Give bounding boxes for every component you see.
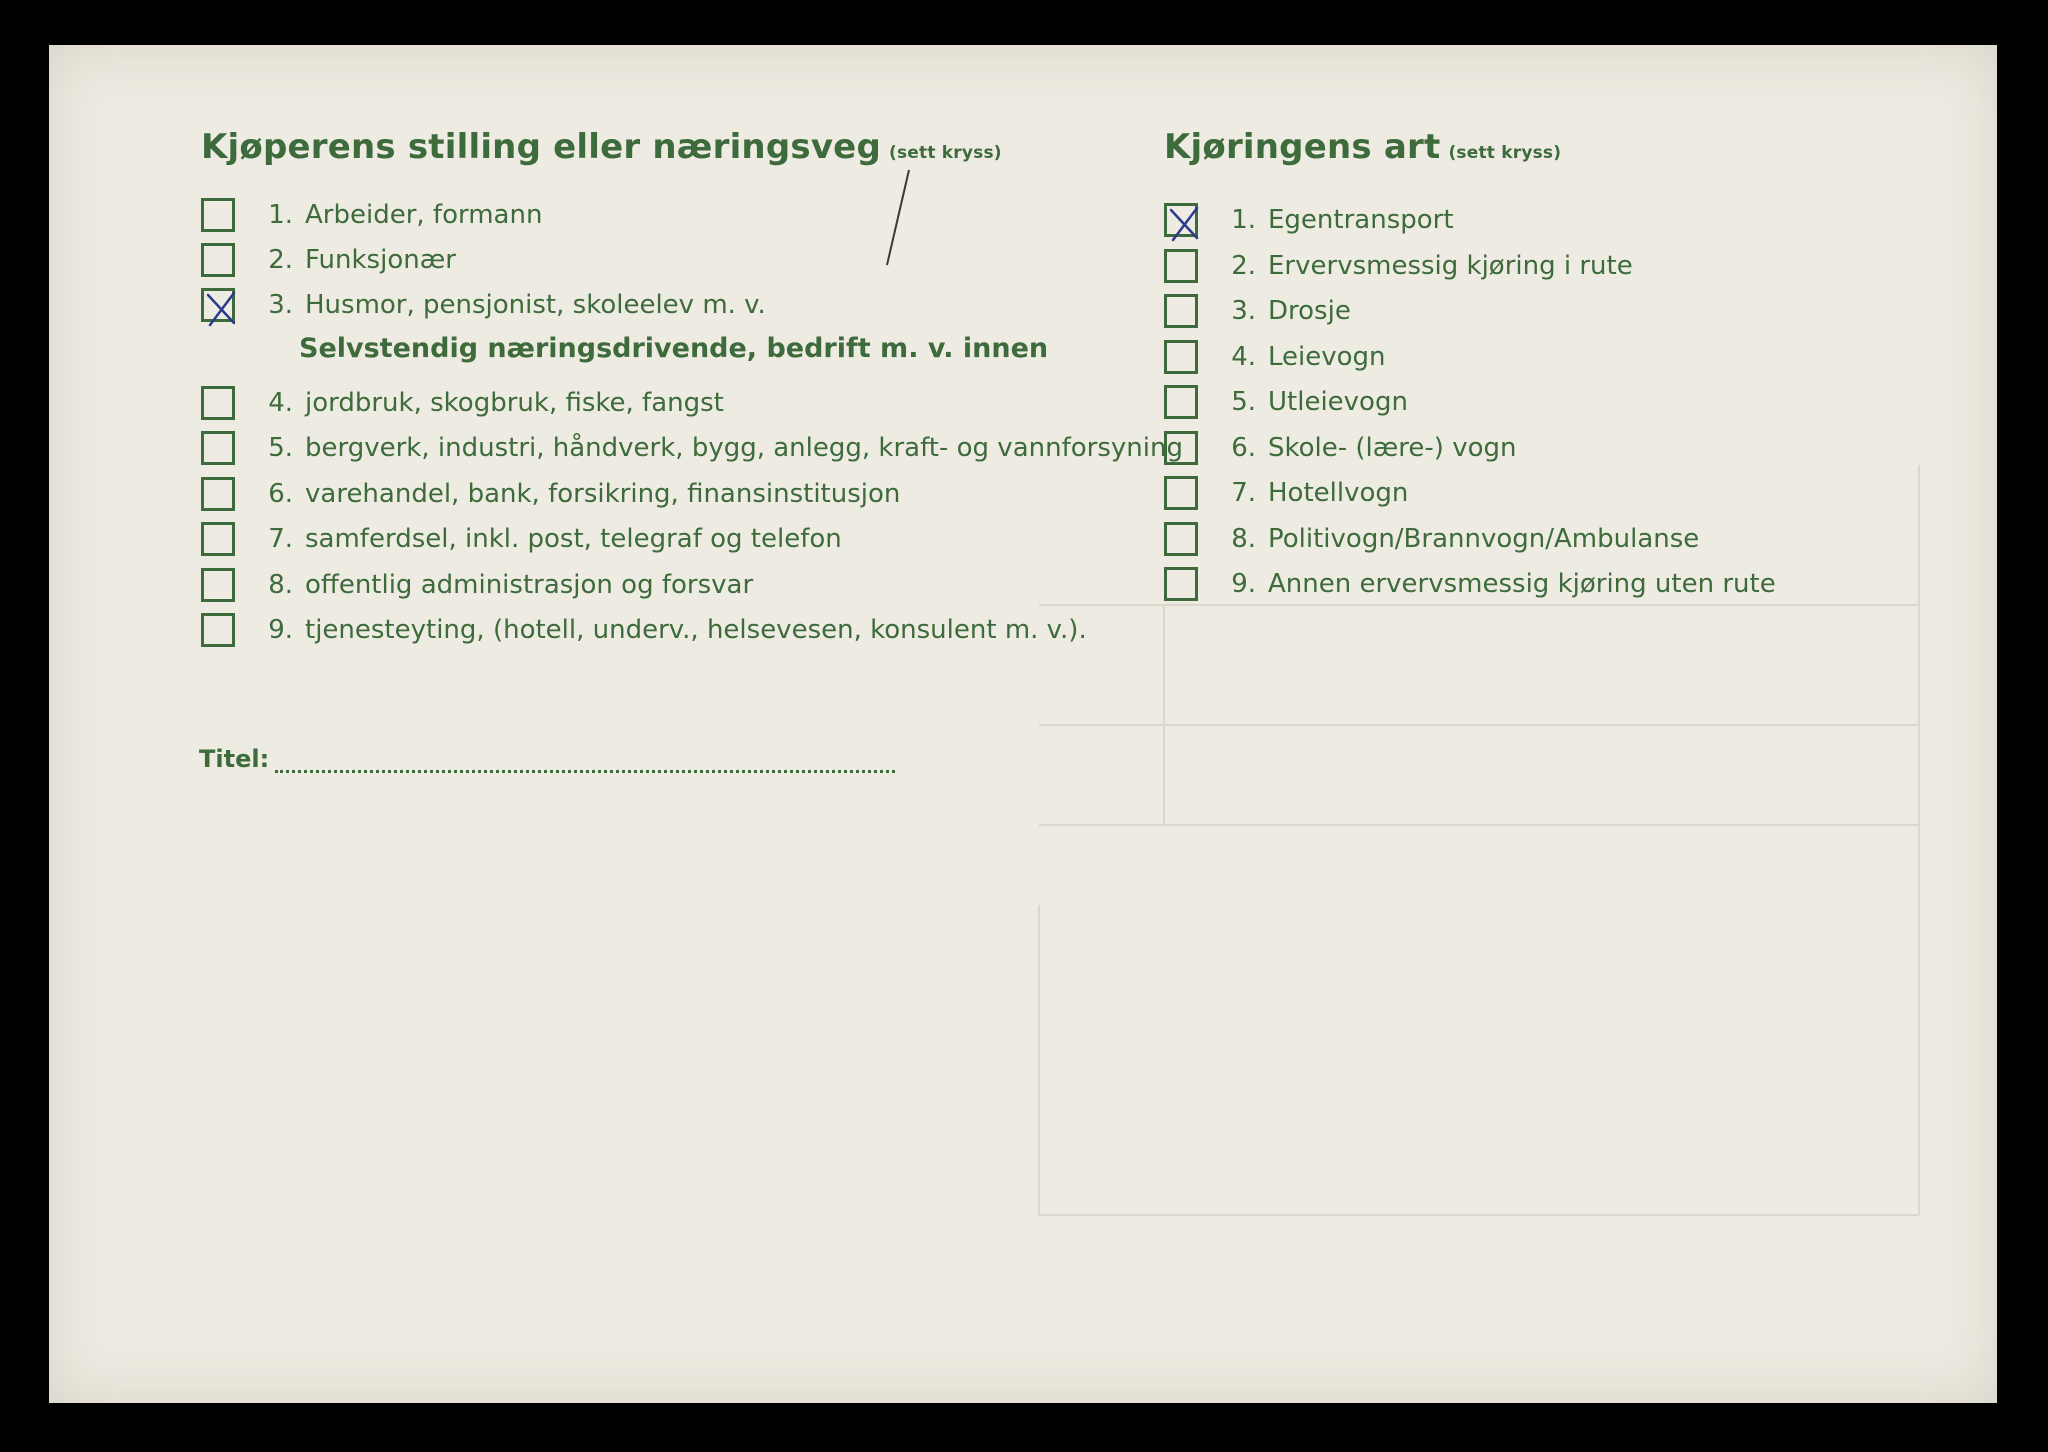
item-number: 1. bbox=[1231, 205, 1256, 235]
item-label: Ervervsmessig kjøring i rute bbox=[1268, 250, 1633, 281]
checkbox-row[interactable] bbox=[1164, 200, 1454, 240]
checkbox-row[interactable] bbox=[1164, 246, 1633, 286]
item-label: tjenesteyting, (hotell, underv., helsevesen, konsulent m. v.). bbox=[305, 615, 1087, 645]
checkbox[interactable] bbox=[1164, 522, 1198, 556]
item-number: 8. bbox=[268, 569, 293, 600]
item-label: offentlig administrasjon og forsvar bbox=[305, 569, 754, 600]
checkbox[interactable] bbox=[1164, 340, 1198, 374]
checkbox-row[interactable] bbox=[201, 428, 1183, 468]
left-subheading: Selvstendig næringsdrivende, bedrift m. v. innen bbox=[299, 333, 1049, 364]
item-number: 3. bbox=[1231, 296, 1256, 326]
checkmark-x-icon bbox=[1165, 202, 1205, 244]
item-label: Egentransport bbox=[1268, 205, 1454, 235]
checkbox-row[interactable] bbox=[201, 474, 900, 514]
checkbox[interactable] bbox=[1164, 385, 1198, 419]
right-heading-text: Kjøringens art bbox=[1164, 127, 1441, 167]
titel-dotted-line[interactable] bbox=[275, 750, 895, 773]
checkbox-row[interactable] bbox=[1164, 428, 1517, 468]
checkbox[interactable] bbox=[201, 431, 235, 465]
item-number: 2. bbox=[1231, 250, 1256, 281]
right-section-heading bbox=[1164, 127, 1561, 167]
checkmark-x-icon bbox=[202, 287, 242, 329]
checkbox[interactable] bbox=[201, 288, 235, 322]
item-number: 6. bbox=[1231, 432, 1256, 463]
item-label: Arbeider, formann bbox=[305, 200, 543, 230]
item-label: jordbruk, skogbruk, fiske, fangst bbox=[305, 388, 724, 418]
checkbox-row[interactable] bbox=[1164, 519, 1699, 559]
checkbox[interactable] bbox=[201, 477, 235, 511]
checkbox[interactable] bbox=[201, 243, 235, 277]
form-paper bbox=[49, 45, 1997, 1403]
item-label: varehandel, bank, forsikring, finansinstitusjon bbox=[305, 478, 901, 509]
pen-stroke-mark bbox=[879, 165, 919, 275]
left-heading-note: (sett kryss) bbox=[888, 143, 1002, 163]
checkbox-row[interactable] bbox=[201, 565, 753, 605]
checkbox[interactable] bbox=[201, 613, 235, 647]
item-label: Annen ervervsmessig kjøring uten rute bbox=[1268, 569, 1776, 599]
item-number: 3. bbox=[268, 290, 293, 320]
item-number: 9. bbox=[268, 615, 293, 645]
checkbox-row[interactable] bbox=[201, 383, 724, 423]
item-label: bergverk, industri, håndverk, bygg, anlegg, kraft- og vannforsyning bbox=[305, 433, 1183, 464]
item-number: 4. bbox=[268, 388, 293, 418]
checkbox[interactable] bbox=[1164, 249, 1198, 283]
item-number: 4. bbox=[1231, 341, 1256, 372]
right-heading-note: (sett kryss) bbox=[1448, 143, 1562, 163]
item-number: 2. bbox=[268, 245, 293, 275]
checkbox-row[interactable] bbox=[1164, 291, 1351, 331]
checkbox[interactable] bbox=[1164, 476, 1198, 510]
checkbox-row[interactable] bbox=[201, 285, 766, 325]
item-label: Drosje bbox=[1268, 296, 1351, 326]
item-label: Skole- (lære-) vogn bbox=[1268, 432, 1517, 463]
checkbox[interactable] bbox=[201, 568, 235, 602]
item-number: 5. bbox=[1231, 387, 1256, 417]
checkbox[interactable] bbox=[1164, 294, 1198, 328]
checkbox-row[interactable] bbox=[201, 195, 542, 235]
item-label: Funksjonær bbox=[305, 245, 456, 275]
left-section-heading bbox=[201, 127, 1002, 167]
checkbox-row[interactable] bbox=[1164, 564, 1776, 604]
titel-field[interactable] bbox=[199, 745, 895, 773]
item-label: Hotellvogn bbox=[1268, 478, 1409, 508]
checkbox[interactable] bbox=[201, 522, 235, 556]
item-number: 5. bbox=[268, 433, 293, 464]
item-label: Leievogn bbox=[1268, 341, 1386, 372]
left-heading-text: Kjøperens stilling eller næringsveg bbox=[201, 127, 881, 167]
item-label: Utleievogn bbox=[1268, 387, 1408, 417]
item-number: 1. bbox=[268, 200, 293, 230]
checkbox-row[interactable] bbox=[201, 610, 1087, 650]
checkbox[interactable] bbox=[1164, 203, 1198, 237]
item-label: samferdsel, inkl. post, telegraf og telefon bbox=[305, 524, 842, 555]
item-number: 7. bbox=[1231, 478, 1256, 508]
item-label: Husmor, pensjonist, skoleelev m. v. bbox=[305, 290, 766, 320]
item-number: 8. bbox=[1231, 523, 1256, 554]
item-label: Politivogn/Brannvogn/Ambulanse bbox=[1268, 523, 1700, 554]
titel-label: Titel: bbox=[199, 745, 270, 773]
checkbox[interactable] bbox=[201, 198, 235, 232]
checkbox[interactable] bbox=[1164, 567, 1198, 601]
item-number: 7. bbox=[268, 524, 293, 555]
checkbox-row[interactable] bbox=[1164, 473, 1408, 513]
checkbox-row[interactable] bbox=[1164, 337, 1386, 377]
checkbox-row[interactable] bbox=[201, 240, 456, 280]
checkbox-row[interactable] bbox=[201, 519, 842, 559]
checkbox[interactable] bbox=[201, 386, 235, 420]
item-number: 6. bbox=[268, 478, 293, 509]
checkbox-row[interactable] bbox=[1164, 382, 1408, 422]
item-number: 9. bbox=[1231, 569, 1256, 599]
checkbox[interactable] bbox=[1164, 431, 1198, 465]
